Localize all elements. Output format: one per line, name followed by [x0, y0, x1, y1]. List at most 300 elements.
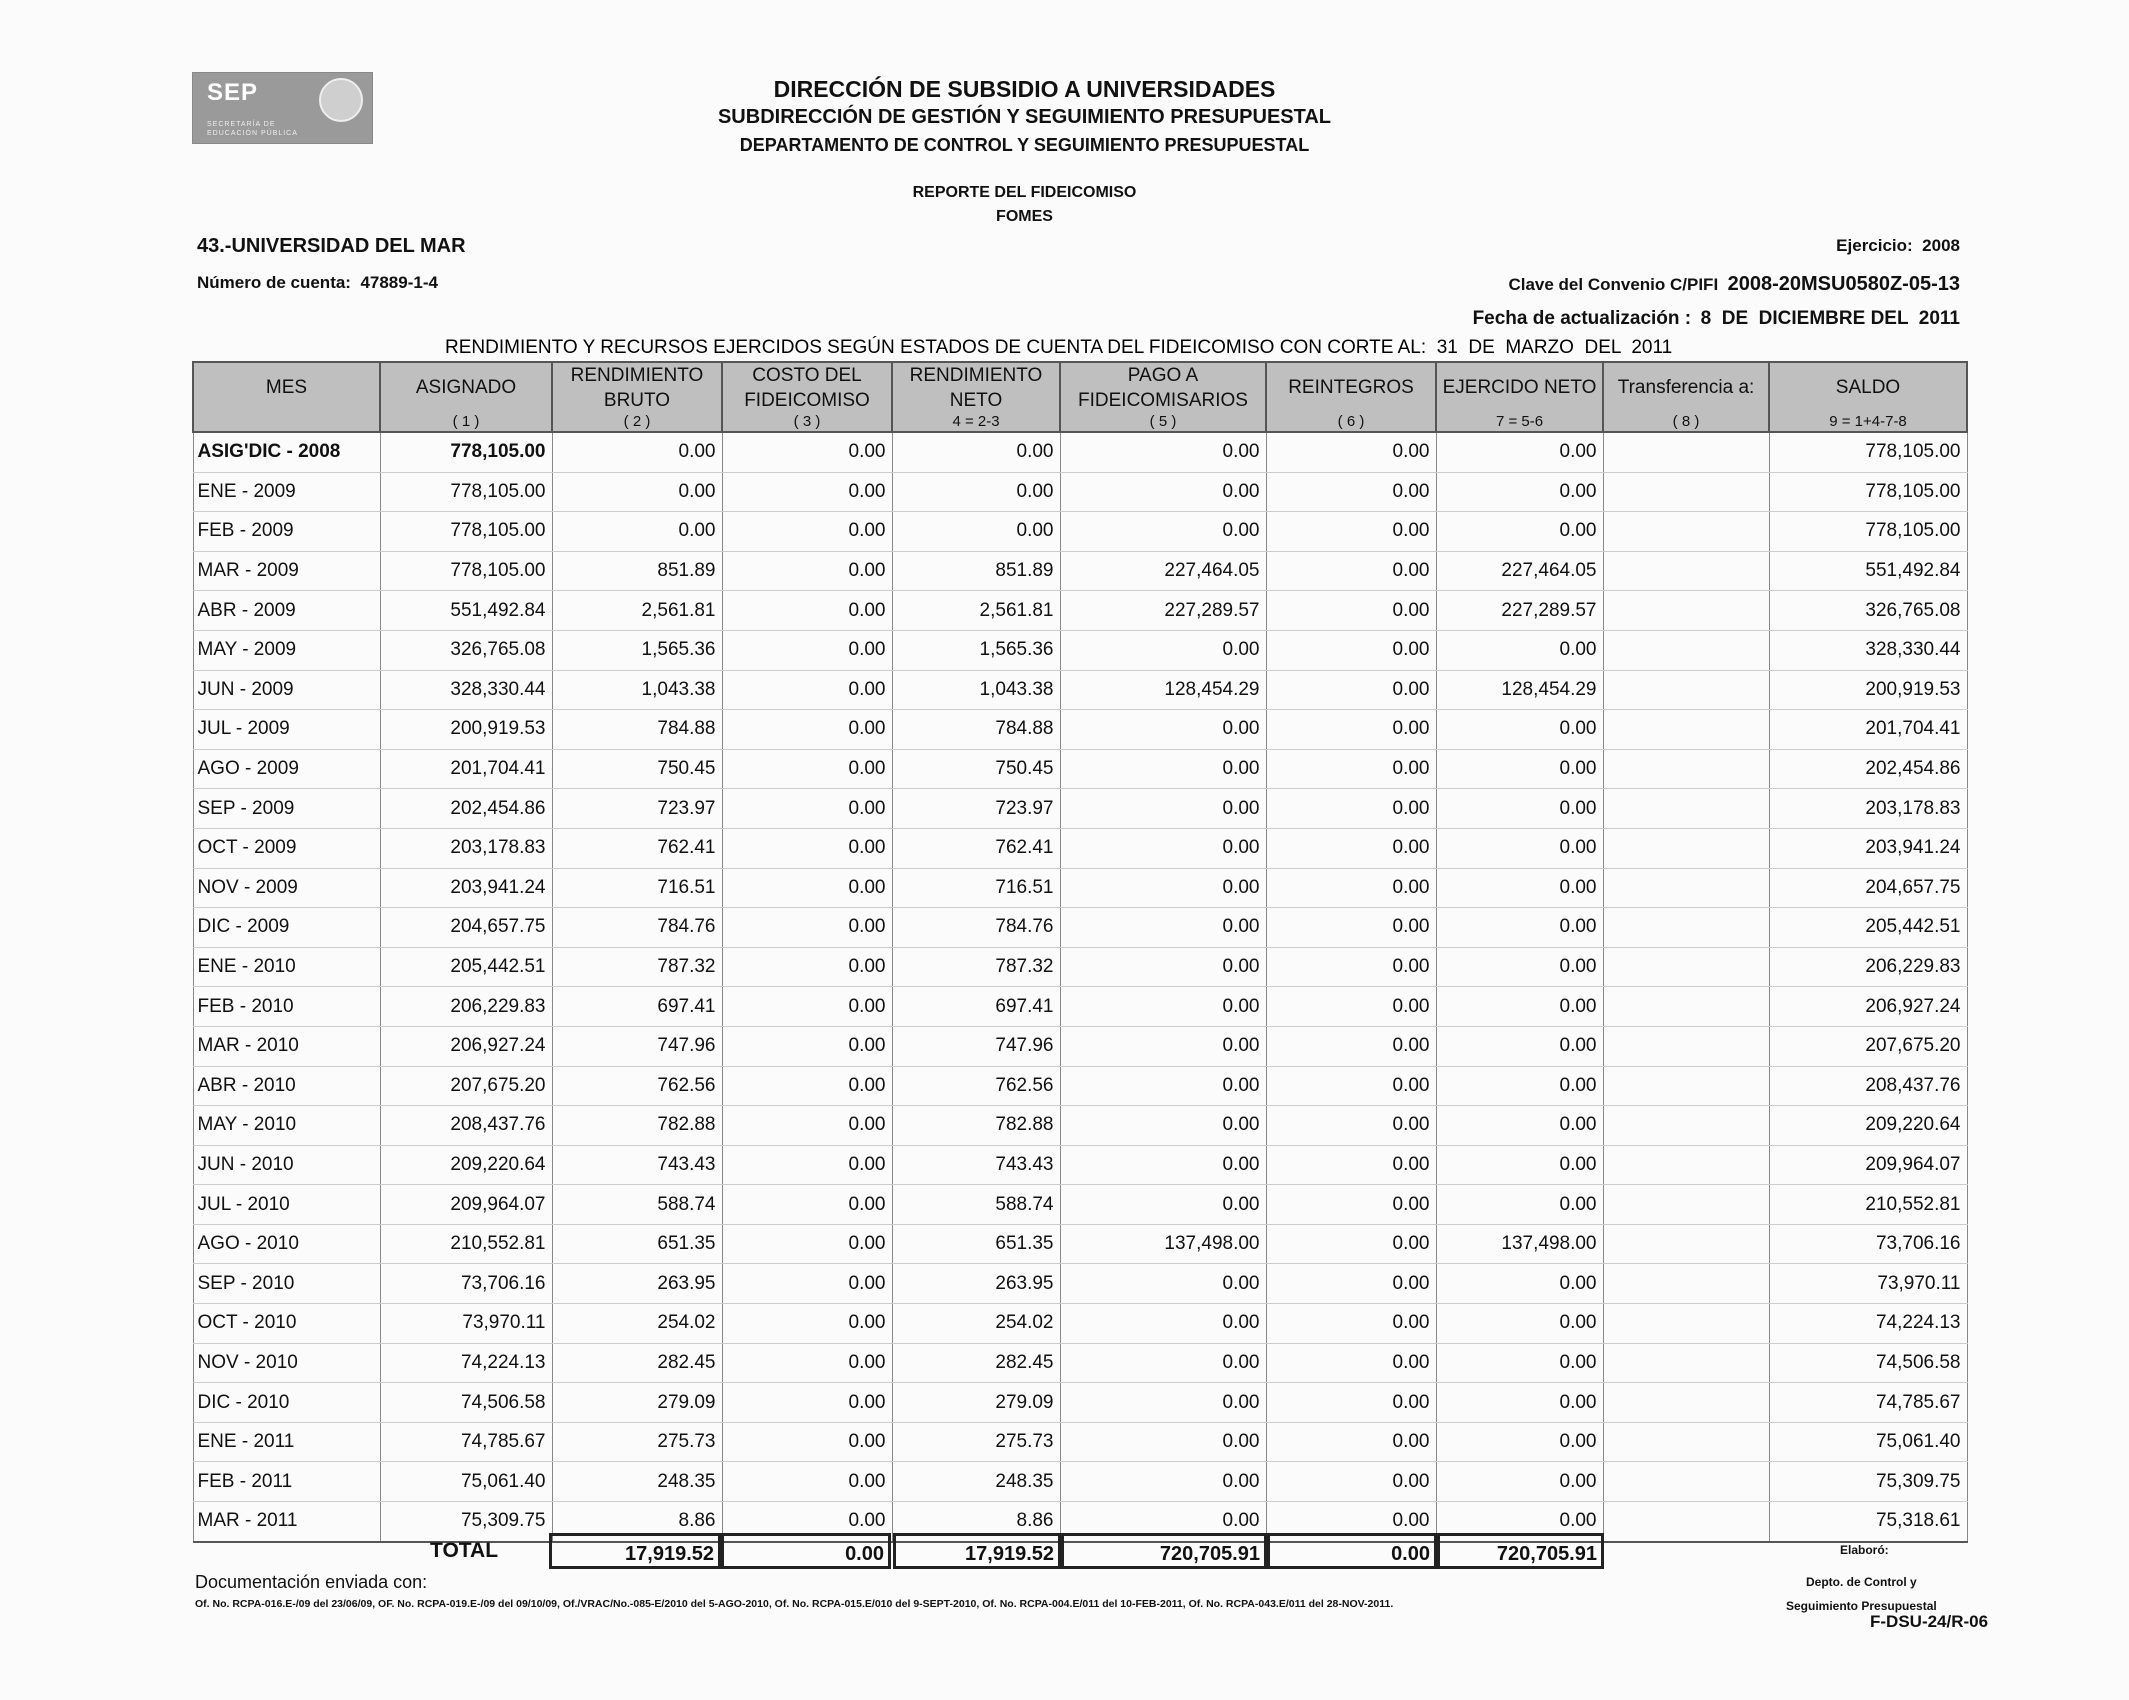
- table-cell: 263.95: [552, 1264, 722, 1304]
- table-row: [193, 1145, 1967, 1185]
- oficios-list: Of. No. RCPA-016.E-/09 del 23/06/09, OF. No. RCPA-019.E-/09 del 09/10/09, Of./VRAC/No.-085-E/2010 del 5-AGO-2010, Of. No. RCPA-015.E/010 del 9-SEPT-2010, Of. No. RCPA-004.E/011 del 10-FEB-2011, Of. No. RCPA-043.E/011 del 28-NOV-2011.: [195, 1598, 1394, 1610]
- table-cell: [1603, 789, 1769, 829]
- table-cell: JUN - 2009: [193, 670, 380, 710]
- table-row: [193, 472, 1967, 512]
- column-subtitle: [194, 400, 379, 413]
- column-ref: 9 = 1+4-7-8: [1829, 413, 1907, 430]
- table-cell: 778,105.00: [380, 551, 552, 591]
- column-header: [552, 362, 722, 432]
- column-ref: ( 2 ): [623, 413, 651, 430]
- column-ref: ( 3 ): [793, 413, 821, 430]
- table-cell: 0.00: [722, 947, 892, 987]
- column-ref: ( 5 ): [1149, 413, 1177, 430]
- table-cell: [1603, 432, 1769, 472]
- table-cell: [1603, 987, 1769, 1027]
- account-number: [197, 273, 438, 293]
- column-header: [1266, 362, 1436, 432]
- table-cell: 0.00: [1266, 432, 1436, 472]
- table-cell: [1603, 670, 1769, 710]
- table-cell: [1603, 1066, 1769, 1106]
- table-cell: 275.73: [552, 1422, 722, 1462]
- table-row: [193, 591, 1967, 631]
- table-cell: 328,330.44: [380, 670, 552, 710]
- table-cell: 74,506.58: [1769, 1343, 1967, 1383]
- table-cell: NOV - 2010: [193, 1343, 380, 1383]
- table-cell: 207,675.20: [380, 1066, 552, 1106]
- table-cell: 209,220.64: [1769, 1106, 1967, 1146]
- column-title: REINTEGROS: [1288, 377, 1414, 398]
- total-rend-bruto: 17,919.52: [549, 1533, 721, 1569]
- logo-subtitle-2: EDUCACIÓN PÚBLICA: [207, 130, 298, 137]
- table-cell: 1,043.38: [892, 670, 1060, 710]
- table-cell: 787.32: [892, 947, 1060, 987]
- logo-text: SEP: [207, 79, 259, 106]
- table-cell: 203,178.83: [380, 828, 552, 868]
- table-cell: 0.00: [1060, 1026, 1266, 1066]
- column-ref: ( 1 ): [452, 413, 480, 430]
- table-cell: 208,437.76: [1769, 1066, 1967, 1106]
- table-row: [193, 710, 1967, 750]
- table-cell: 74,224.13: [380, 1343, 552, 1383]
- total-rend-neto: 17,919.52: [893, 1533, 1061, 1569]
- table-cell: 227,289.57: [1060, 591, 1266, 631]
- ejercicio: [1836, 236, 1960, 256]
- table-cell: 551,492.84: [1769, 551, 1967, 591]
- table-cell: [1603, 1422, 1769, 1462]
- table-cell: 750.45: [552, 749, 722, 789]
- table-cell: 0.00: [1436, 710, 1603, 750]
- column-ref: ( 8 ): [1672, 413, 1700, 430]
- table-cell: 0.00: [722, 512, 892, 552]
- table-cell: 2,561.81: [552, 591, 722, 631]
- table-cell: 0.00: [722, 789, 892, 829]
- table-cell: 762.41: [892, 828, 1060, 868]
- table-cell: MAY - 2009: [193, 630, 380, 670]
- table-cell: [1603, 1106, 1769, 1146]
- table-cell: 0.00: [1436, 1264, 1603, 1304]
- table-cell: 0.00: [1436, 1145, 1603, 1185]
- table-row: [193, 1422, 1967, 1462]
- table-cell: 210,552.81: [1769, 1185, 1967, 1225]
- table-cell: 0.00: [722, 670, 892, 710]
- table-cell: ENE - 2011: [193, 1422, 380, 1462]
- table-cell: 2,561.81: [892, 591, 1060, 631]
- table-cell: 0.00: [1266, 1026, 1436, 1066]
- table-cell: 0.00: [1266, 472, 1436, 512]
- column-header: [1436, 362, 1603, 432]
- column-title: ASIGNADO: [415, 377, 517, 398]
- fund-name: FOMES: [996, 208, 1053, 225]
- ejercicio-label: Ejercicio:: [1836, 236, 1913, 255]
- account-value: 47889-1-4: [360, 273, 438, 292]
- table-cell: 203,941.24: [1769, 828, 1967, 868]
- table-cell: 263.95: [892, 1264, 1060, 1304]
- table-cell: 248.35: [552, 1462, 722, 1502]
- table-cell: [1603, 472, 1769, 512]
- table-cell: 279.09: [892, 1383, 1060, 1423]
- column-title: COSTO DEL: [752, 365, 862, 386]
- table-cell: 0.00: [722, 987, 892, 1027]
- column-ref: 4 = 2-3: [952, 413, 1000, 430]
- table-cell: ABR - 2010: [193, 1066, 380, 1106]
- table-cell: 784.76: [552, 908, 722, 948]
- table-cell: [1603, 868, 1769, 908]
- table-cell: 0.00: [722, 868, 892, 908]
- table-cell: FEB - 2011: [193, 1462, 380, 1502]
- table-cell: 0.00: [1060, 1462, 1266, 1502]
- table-cell: 0.00: [892, 432, 1060, 472]
- table-cell: [1603, 1224, 1769, 1264]
- table-cell: 74,506.58: [380, 1383, 552, 1423]
- column-subtitle: [381, 400, 551, 413]
- table-cell: [1603, 1343, 1769, 1383]
- column-subtitle: FIDEICOMISARIOS: [1078, 390, 1248, 411]
- table-cell: 0.00: [1436, 1383, 1603, 1423]
- table-cell: 787.32: [552, 947, 722, 987]
- table-cell: AGO - 2009: [193, 749, 380, 789]
- clave-value: 2008-20MSU0580Z-05-13: [1727, 273, 1960, 295]
- table-cell: 0.00: [1060, 472, 1266, 512]
- clave-convenio: [1508, 273, 1960, 296]
- table-cell: 0.00: [1266, 1145, 1436, 1185]
- table-cell: 0.00: [722, 630, 892, 670]
- column-ref: 7 = 5-6: [1495, 413, 1544, 430]
- table-title: RENDIMIENTO Y RECURSOS EJERCIDOS SEGÚN ESTADOS DE CUENTA DEL FIDEICOMISO CON CORTE AL: 31 DE MARZO DEL 2011: [445, 337, 1673, 358]
- table-cell: 697.41: [552, 987, 722, 1027]
- table-cell: 275.73: [892, 1422, 1060, 1462]
- elaboro-label: Elaboró:: [1840, 1543, 1889, 1557]
- table-cell: [1603, 551, 1769, 591]
- table-cell: 0.00: [1436, 432, 1603, 472]
- table-cell: [1603, 1462, 1769, 1502]
- table-cell: 0.00: [1436, 789, 1603, 829]
- table-cell: 1,043.38: [552, 670, 722, 710]
- column-header: [1769, 362, 1967, 432]
- table-cell: 0.00: [722, 1383, 892, 1423]
- table-cell: OCT - 2009: [193, 828, 380, 868]
- column-header: [193, 362, 380, 432]
- column-title: EJERCIDO NETO: [1442, 377, 1597, 398]
- table-cell: 73,706.16: [1769, 1224, 1967, 1264]
- table-cell: 0.00: [1436, 908, 1603, 948]
- table-cell: 0.00: [1060, 1422, 1266, 1462]
- table-cell: ENE - 2010: [193, 947, 380, 987]
- table-row: [193, 1343, 1967, 1383]
- table-row: [193, 749, 1967, 789]
- table-cell: 697.41: [892, 987, 1060, 1027]
- table-cell: [1603, 1383, 1769, 1423]
- table-cell: 0.00: [1266, 1066, 1436, 1106]
- table-cell: 206,229.83: [380, 987, 552, 1027]
- table-cell: 0.00: [1060, 1502, 1266, 1542]
- table-cell: 0.00: [1266, 789, 1436, 829]
- table-cell: 0.00: [1266, 1304, 1436, 1344]
- table-cell: 0.00: [1060, 1106, 1266, 1146]
- table-cell: AGO - 2010: [193, 1224, 380, 1264]
- table-cell: 0.00: [722, 1502, 892, 1542]
- table-cell: 0.00: [1266, 828, 1436, 868]
- table-cell: [1603, 591, 1769, 631]
- table-cell: 851.89: [552, 551, 722, 591]
- table-cell: 73,706.16: [380, 1264, 552, 1304]
- table-cell: 128,454.29: [1436, 670, 1603, 710]
- table-cell: 75,309.75: [1769, 1462, 1967, 1502]
- table-cell: 782.88: [892, 1106, 1060, 1146]
- table-cell: 254.02: [552, 1304, 722, 1344]
- table-row: [193, 1224, 1967, 1264]
- table-cell: 588.74: [892, 1185, 1060, 1225]
- table-cell: 74,224.13: [1769, 1304, 1967, 1344]
- table-cell: 0.00: [1436, 1026, 1603, 1066]
- table-cell: 0.00: [1060, 908, 1266, 948]
- table-cell: 0.00: [1266, 749, 1436, 789]
- table-cell: 0.00: [1266, 908, 1436, 948]
- table-cell: 0.00: [722, 1224, 892, 1264]
- table-cell: DIC - 2009: [193, 908, 380, 948]
- table-cell: 227,464.05: [1060, 551, 1266, 591]
- table-cell: NOV - 2009: [193, 868, 380, 908]
- table-cell: 227,464.05: [1436, 551, 1603, 591]
- table-cell: 0.00: [1266, 1502, 1436, 1542]
- total-label: TOTAL: [430, 1539, 499, 1562]
- table-cell: 8.86: [892, 1502, 1060, 1542]
- table-cell: JUN - 2010: [193, 1145, 380, 1185]
- table-cell: 210,552.81: [380, 1224, 552, 1264]
- table-cell: 0.00: [1436, 749, 1603, 789]
- table-cell: 0.00: [1060, 828, 1266, 868]
- table-cell: 0.00: [722, 1422, 892, 1462]
- university-name: 43.-UNIVERSIDAD DEL MAR: [197, 235, 466, 257]
- table-cell: 200,919.53: [380, 710, 552, 750]
- table-cell: [1603, 710, 1769, 750]
- table-cell: 0.00: [722, 828, 892, 868]
- table-cell: 747.96: [552, 1026, 722, 1066]
- table-cell: 279.09: [552, 1383, 722, 1423]
- table-cell: 784.76: [892, 908, 1060, 948]
- table-cell: 0.00: [1060, 1145, 1266, 1185]
- table-header-row: [193, 362, 1967, 432]
- table-row: [193, 1304, 1967, 1344]
- table-cell: 227,289.57: [1436, 591, 1603, 631]
- table-cell: 782.88: [552, 1106, 722, 1146]
- table-cell: 0.00: [892, 512, 1060, 552]
- table-row: [193, 1264, 1967, 1304]
- table-cell: 205,442.51: [380, 947, 552, 987]
- table-cell: 206,229.83: [1769, 947, 1967, 987]
- column-subtitle: NETO: [949, 390, 1003, 411]
- table-cell: [1603, 947, 1769, 987]
- depto-line-2: Seguimiento Presupuestal: [1786, 1599, 1937, 1613]
- table-row: [193, 947, 1967, 987]
- table-cell: DIC - 2010: [193, 1383, 380, 1423]
- column-title: MES: [265, 377, 308, 398]
- table-cell: 0.00: [1436, 1343, 1603, 1383]
- table-row: [193, 908, 1967, 948]
- table-cell: 137,498.00: [1436, 1224, 1603, 1264]
- table-cell: 205,442.51: [1769, 908, 1967, 948]
- table-row: [193, 789, 1967, 829]
- column-ref: ( 6 ): [1337, 413, 1365, 430]
- table-cell: 0.00: [722, 1145, 892, 1185]
- table-cell: 778,105.00: [380, 512, 552, 552]
- table-cell: 326,765.08: [380, 630, 552, 670]
- total-reintegros: 0.00: [1267, 1533, 1437, 1569]
- table-cell: 0.00: [722, 1185, 892, 1225]
- table-cell: 1,565.36: [892, 630, 1060, 670]
- column-title: SALDO: [1835, 377, 1901, 398]
- table-cell: 0.00: [1266, 551, 1436, 591]
- table-cell: 762.56: [892, 1066, 1060, 1106]
- total-ejercido: 720,705.91: [1437, 1533, 1604, 1569]
- fecha-actualizacion: [1473, 308, 1960, 330]
- column-header: [1060, 362, 1266, 432]
- table-cell: 0.00: [722, 749, 892, 789]
- table-cell: 747.96: [892, 1026, 1060, 1066]
- table-cell: 200,919.53: [1769, 670, 1967, 710]
- table-cell: 75,061.40: [380, 1462, 552, 1502]
- table-row: [193, 1383, 1967, 1423]
- table-cell: 716.51: [552, 868, 722, 908]
- table-cell: 282.45: [892, 1343, 1060, 1383]
- logo-subtitle-1: SECRETARÍA DE: [207, 121, 276, 128]
- table-cell: 0.00: [892, 472, 1060, 512]
- column-title: RENDIMIENTO: [909, 365, 1043, 386]
- table-cell: 0.00: [722, 1106, 892, 1146]
- ejercicio-value: 2008: [1922, 236, 1960, 255]
- table-cell: 73,970.11: [1769, 1264, 1967, 1304]
- column-header: [380, 362, 552, 432]
- table-cell: 784.88: [892, 710, 1060, 750]
- total-pago: 720,705.91: [1061, 1533, 1267, 1569]
- table-row: [193, 432, 1967, 472]
- table-cell: ASIG'DIC - 2008: [193, 432, 380, 472]
- table-cell: [1603, 908, 1769, 948]
- table-cell: [1603, 1304, 1769, 1344]
- table-cell: 778,105.00: [1769, 512, 1967, 552]
- table-cell: 0.00: [1436, 1185, 1603, 1225]
- column-subtitle: FIDEICOMISO: [744, 390, 870, 411]
- column-title: Transferencia a:: [1617, 377, 1755, 398]
- table-cell: 762.41: [552, 828, 722, 868]
- table-row: [193, 1462, 1967, 1502]
- column-subtitle: [1267, 400, 1435, 413]
- table-cell: [1603, 1185, 1769, 1225]
- table-cell: 204,657.75: [380, 908, 552, 948]
- table-cell: 0.00: [1060, 1185, 1266, 1225]
- table-cell: 75,061.40: [1769, 1422, 1967, 1462]
- table-cell: 784.88: [552, 710, 722, 750]
- table-cell: MAR - 2011: [193, 1502, 380, 1542]
- table-cell: 551,492.84: [380, 591, 552, 631]
- table-cell: 0.00: [1060, 512, 1266, 552]
- table-cell: 74,785.67: [1769, 1383, 1967, 1423]
- table-cell: FEB - 2009: [193, 512, 380, 552]
- table-cell: 588.74: [552, 1185, 722, 1225]
- table-cell: 0.00: [722, 551, 892, 591]
- table-cell: 0.00: [1266, 1185, 1436, 1225]
- table-cell: 0.00: [1060, 1066, 1266, 1106]
- column-subtitle: [1770, 400, 1966, 413]
- table-cell: 75,309.75: [380, 1502, 552, 1542]
- column-subtitle: [1604, 400, 1768, 413]
- table-cell: SEP - 2010: [193, 1264, 380, 1304]
- table-cell: 716.51: [892, 868, 1060, 908]
- table-cell: MAR - 2010: [193, 1026, 380, 1066]
- table-cell: ABR - 2009: [193, 591, 380, 631]
- table-cell: FEB - 2010: [193, 987, 380, 1027]
- documentation-label: Documentación enviada con:: [195, 1572, 428, 1592]
- table-cell: 0.00: [722, 908, 892, 948]
- table-cell: 209,220.64: [380, 1145, 552, 1185]
- table-cell: [1603, 1026, 1769, 1066]
- table-cell: 0.00: [1266, 710, 1436, 750]
- table-cell: 0.00: [722, 432, 892, 472]
- form-code: F-DSU-24/R-06: [1870, 1612, 1989, 1631]
- column-title: PAGO A: [1127, 365, 1199, 386]
- table-cell: JUL - 2010: [193, 1185, 380, 1225]
- table-cell: [1603, 1502, 1769, 1542]
- table-cell: 0.00: [1436, 1462, 1603, 1502]
- table-cell: 0.00: [1060, 987, 1266, 1027]
- table-cell: 282.45: [552, 1343, 722, 1383]
- report-title: REPORTE DEL FIDEICOMISO: [912, 184, 1137, 201]
- table-cell: 206,927.24: [1769, 987, 1967, 1027]
- table-row: [193, 1066, 1967, 1106]
- table-row: [193, 670, 1967, 710]
- table-cell: 778,105.00: [1769, 472, 1967, 512]
- table-cell: 0.00: [1060, 1343, 1266, 1383]
- table-cell: 723.97: [552, 789, 722, 829]
- table-cell: 0.00: [1060, 432, 1266, 472]
- table-cell: 0.00: [1060, 749, 1266, 789]
- table-cell: 0.00: [552, 472, 722, 512]
- table-cell: 0.00: [1436, 1422, 1603, 1462]
- table-cell: 0.00: [552, 432, 722, 472]
- table-cell: 0.00: [1266, 868, 1436, 908]
- table-cell: 0.00: [1060, 1304, 1266, 1344]
- table-cell: 0.00: [1436, 1106, 1603, 1146]
- table-cell: 207,675.20: [1769, 1026, 1967, 1066]
- report-table: [192, 361, 1968, 1543]
- fecha-label: Fecha de actualización :: [1472, 308, 1692, 329]
- table-cell: 0.00: [722, 1066, 892, 1106]
- table-cell: 204,657.75: [1769, 868, 1967, 908]
- table-cell: 778,105.00: [1769, 432, 1967, 472]
- table-cell: 0.00: [1436, 630, 1603, 670]
- table-cell: 203,178.83: [1769, 789, 1967, 829]
- table-cell: 0.00: [1266, 947, 1436, 987]
- table-cell: 750.45: [892, 749, 1060, 789]
- table-cell: 0.00: [722, 472, 892, 512]
- table-cell: 0.00: [1060, 630, 1266, 670]
- table-cell: 651.35: [552, 1224, 722, 1264]
- table-cell: 0.00: [1060, 1383, 1266, 1423]
- table-cell: [1603, 828, 1769, 868]
- table-cell: 0.00: [1060, 947, 1266, 987]
- table-row: [193, 1106, 1967, 1146]
- table-cell: [1603, 512, 1769, 552]
- table-cell: 0.00: [722, 1264, 892, 1304]
- column-title: RENDIMIENTO: [570, 365, 704, 386]
- account-label: Número de cuenta:: [197, 273, 351, 292]
- table-cell: 326,765.08: [1769, 591, 1967, 631]
- table-cell: 208,437.76: [380, 1106, 552, 1146]
- table-cell: [1603, 749, 1769, 789]
- table-cell: 128,454.29: [1060, 670, 1266, 710]
- table-cell: 0.00: [1266, 1224, 1436, 1264]
- table-cell: 203,941.24: [380, 868, 552, 908]
- table-cell: 0.00: [1266, 1383, 1436, 1423]
